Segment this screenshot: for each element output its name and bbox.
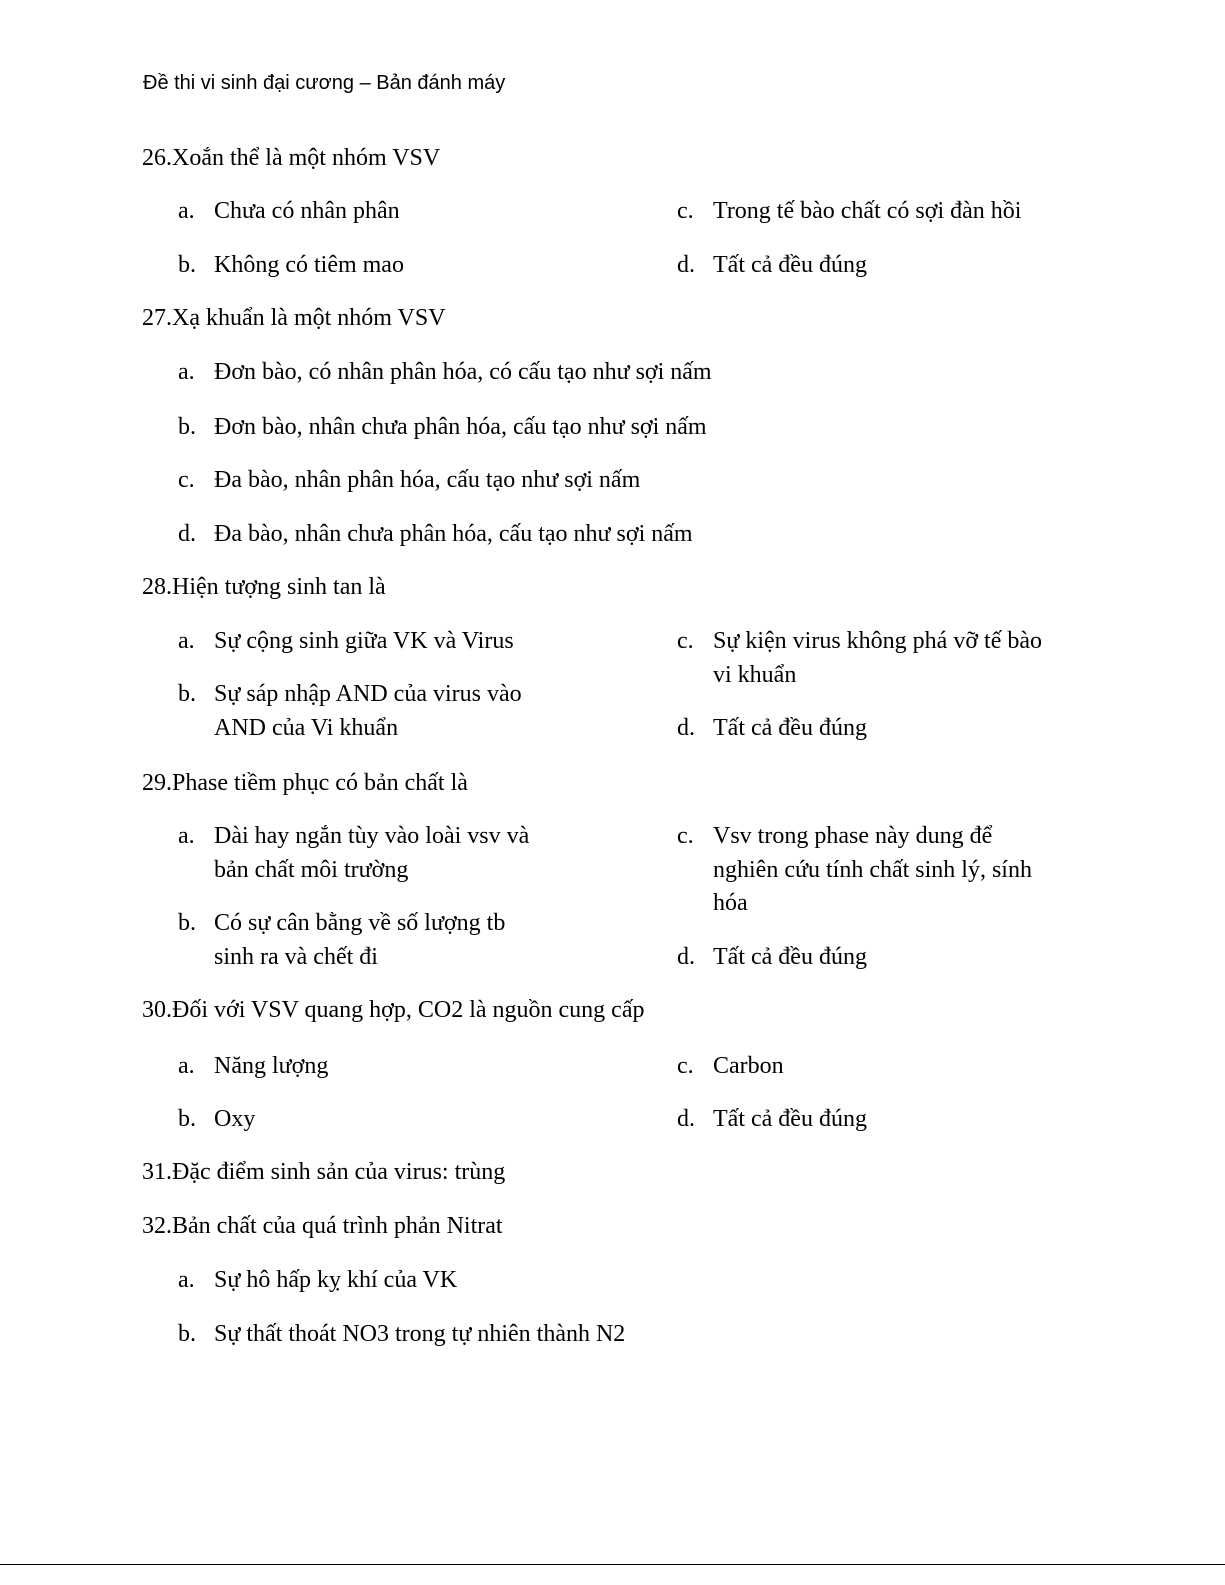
option-text: Tất cả đều đúng [713,715,867,741]
option-letter: b. [178,681,196,707]
option-letter: a. [178,823,195,849]
option-letter: d. [677,715,695,741]
option-text: Carbon [713,1053,784,1079]
option-text-line-1: Vsv trong phase này dung để [713,823,993,849]
option-letter: c. [677,628,694,654]
option-text-line-3: hóa [713,890,748,916]
option-text-line-1: Sự sáp nhập AND của virus vào [214,681,522,707]
option-text-line-2: AND của Vi khuẩn [214,714,399,741]
question-31-title: 31.Đặc điểm sinh sản của virus: trùng [142,1159,506,1185]
question-27-title: 27.Xạ khuẩn là một nhóm VSV [142,305,446,331]
option-text-line-2: vi khuẩn [713,661,797,688]
option-letter: a. [178,628,195,654]
option-letter: c. [677,1053,694,1079]
option-letter: d. [677,252,695,278]
option-letter: b. [178,1321,196,1347]
option-letter: d. [178,521,196,547]
question-29-title: 29.Phase tiềm phục có bản chất là [142,770,468,796]
option-text-line-2: sinh ra và chết đi [214,943,378,970]
option-text: Đơn bào, có nhân phân hóa, có cấu tạo như sợi nấm [214,359,712,385]
option-text-line-1: Có sự cân bằng về số lượng tb [214,910,506,936]
option-text-line-1: Dài hay ngắn tùy vào loài vsv và [214,823,530,849]
option-letter: d. [677,1106,695,1132]
option-text: Đa bào, nhân phân hóa, cấu tạo như sợi nấm [214,467,641,493]
question-30-title: 30.Đối với VSV quang hợp, CO2 là nguồn cung cấp [142,997,645,1023]
option-text-line-2: nghiên cứu tính chất sinh lý, sính [713,856,1032,883]
page-bottom-rule [0,1564,1225,1565]
question-32-title: 32.Bản chất của quá trình phản Nitrat [142,1213,503,1239]
option-letter: b. [178,252,196,278]
option-text: Sự hô hấp kỵ khí của VK [214,1267,458,1293]
option-letter: b. [178,1106,196,1132]
option-letter: c. [178,467,195,493]
option-text: Không có tiêm mao [214,252,404,278]
option-text-line-2: bản chất môi trường [214,856,409,883]
option-text: Đơn bào, nhân chưa phân hóa, cấu tạo như sợi nấm [214,414,707,440]
option-letter: c. [677,823,694,849]
option-letter: c. [677,198,694,224]
option-text: Tất cả đều đúng [713,252,867,278]
option-letter: b. [178,414,196,440]
option-text: Chưa có nhân phân [214,198,400,224]
option-text: Năng lượng [214,1053,329,1079]
option-letter: b. [178,910,196,936]
option-letter: a. [178,198,195,224]
option-text: Oxy [214,1106,256,1132]
option-letter: a. [178,359,195,385]
question-26-title: 26.Xoắn thể là một nhóm VSV [142,145,441,171]
option-text: Sự cộng sinh giữa VK và Virus [214,628,514,654]
option-letter: d. [677,944,695,970]
option-text: Sự thất thoát NO3 trong tự nhiên thành N2 [214,1321,626,1347]
question-28-title: 28.Hiện tượng sinh tan là [142,574,386,600]
document-header: Đề thi vi sinh đại cương – Bản đánh máy [143,72,506,94]
option-letter: a. [178,1053,195,1079]
option-letter: a. [178,1267,195,1293]
option-text-line-1: Sự kiện virus không phá vỡ tế bào [713,628,1042,654]
option-text: Tất cả đều đúng [713,1106,867,1132]
option-text: Trong tế bào chất có sợi đàn hồi [713,198,1022,224]
option-text: Đa bào, nhân chưa phân hóa, cấu tạo như sợi nấm [214,521,693,547]
option-text: Tất cả đều đúng [713,944,867,970]
